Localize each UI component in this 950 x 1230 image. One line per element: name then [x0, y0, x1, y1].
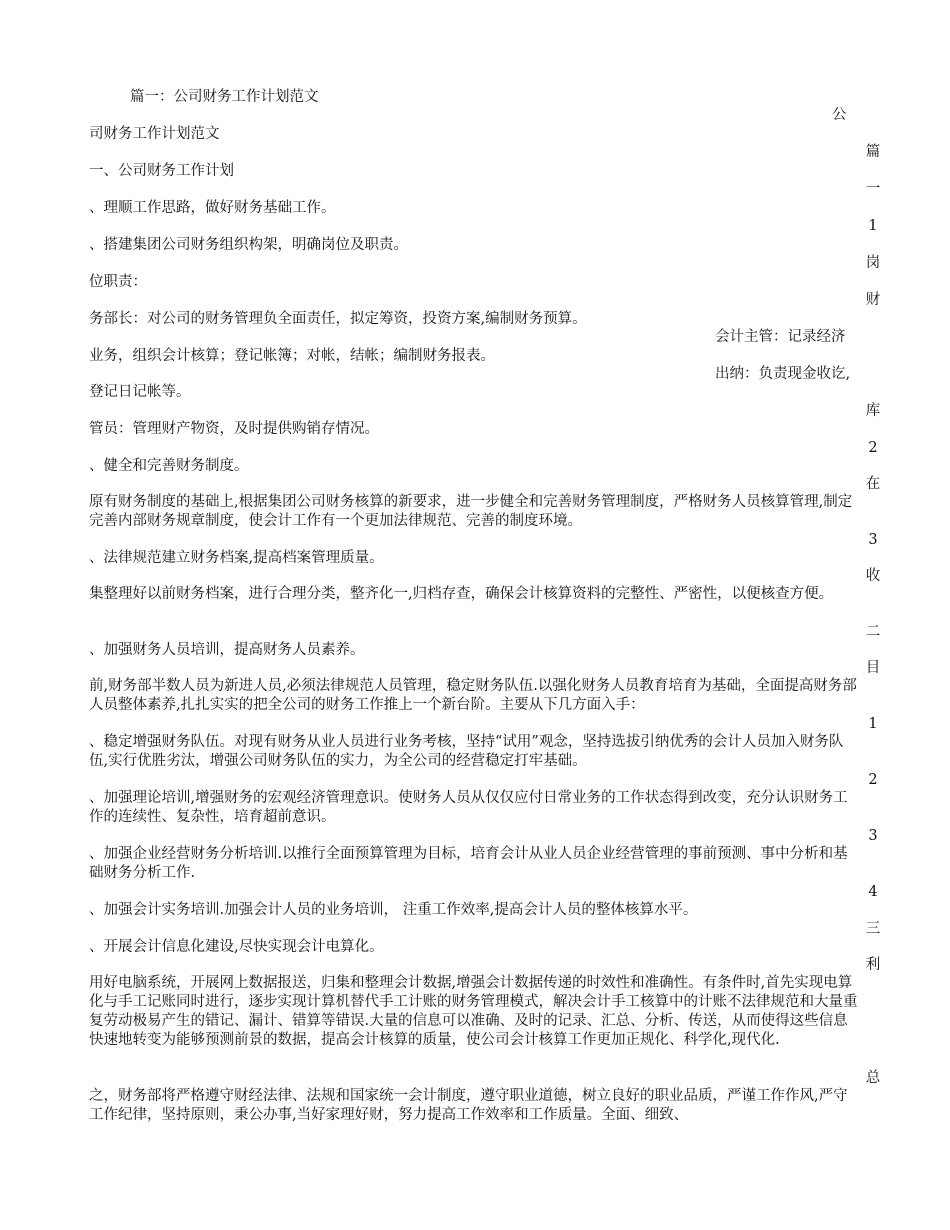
text-line: 、法律规范建立财务档案,提高档案管理质量。 [89, 550, 384, 566]
text-line: 、健全和完善财务制度。 [89, 458, 249, 474]
text-line: 务部长：对公司的财务管理负全面责任，拟定筹资，投资方案,编制财务预算。 [89, 311, 587, 327]
side-column-char: 一 [865, 181, 881, 197]
paragraph: 用好电脑系统，开展网上数据报送，归集和整理会计数据,增强会计数据传递的时效性和准确性。有条件时,首先实现电算化与手工记账同时进行，逐步实现计算机替代手工计账的财务管理模式，解决会计手工核算中的计账不法律规范和大量重复劳动极易产生的错记、漏计、错算等错误.大量的信息可以准确、及时的记录、汇总、分析、传送，从而使得这些信息快速地转变为能够预测前景的数据，提高会计核算的质量，使公司会计核算工作更加正规化、科学化,现代化. [89, 975, 858, 1048]
text-line: 、理顺工作思路，做好财务基础工作。 [89, 200, 336, 216]
side-top-char: 公 [832, 107, 847, 123]
text-line: 司财务工作计划范文 [89, 126, 220, 142]
side-column-char: 2 [868, 772, 878, 788]
side-column-char: 财 [865, 292, 881, 308]
paragraph: 前,财务部半数人员为新进人员,必须法律规范人员管理，稳定财务队伍.以强化财务人员教育培育为基础，全面提高财务部人员整体素养,扎扎实实的把全公司的财务工作推上一个新台阶。主要从下几方面入手： [89, 678, 857, 713]
side-column-char: 3 [868, 828, 878, 844]
paragraph: 、加强企业经营财务分析培训.以推行全面预算管理为目标，培育会计从业人员企业经营管理的事前预测、事中分析和基础财务分析工作. [89, 846, 848, 881]
text-line: 、加强会计实务培训.加强会计人员的业务培训， 注重工作效率,提高会计人员的整体核算水平。 [89, 902, 698, 918]
paragraph: 、稳定增强财务队伍。对现有财务从业人员进行业务考核，坚持“试用”观念，坚持选拔引纳优秀的会计人员加入财务队伍,实行优胜劣汰，增强公司财务队伍的实力，为全公司的经营稳定打牢基础。 [89, 734, 844, 769]
side-column-char: 岗 [865, 255, 881, 271]
paragraph: 、加强理论培训,增强财务的宏观经济管理意识。使财务人员从仅仅应付日常业务的工作状态得到改变，充分认识财务工作的连续性、复杂性，培育超前意识。 [89, 790, 848, 825]
side-column-char: 1 [868, 218, 878, 234]
text-line: 业务，组织会计核算；登记帐簿；对帐，结帐；编制财务报表。 [89, 348, 495, 364]
text-line: 登记日记帐等。 [89, 384, 191, 400]
side-column-char: 库 [865, 403, 881, 419]
text-line: 、加强财务人员培训，提高财务人员素养。 [89, 642, 365, 658]
side-column-char: 篇 [865, 144, 881, 160]
text-line: 管员：管理财产物资，及时提供购销存情况。 [89, 421, 379, 437]
side-column-char: 二 [865, 624, 881, 640]
side-column-char: 4 [868, 884, 878, 900]
text-line: 、开展会计信息化建设,尽快实现会计电算化。 [89, 939, 384, 955]
text-line: 、搭建集团公司财务组织构架，明确岗位及职责。 [89, 237, 408, 253]
section-title: 篇一：公司财务工作计划范文 [130, 89, 319, 105]
side-column-char: 1 [868, 716, 878, 732]
side-column-char: 总 [865, 1070, 881, 1086]
side-column-char: 利 [865, 957, 881, 973]
side-column-char: 三 [865, 921, 881, 937]
side-column-char: 在 [865, 476, 881, 492]
text-line: 位职责： [89, 274, 147, 290]
side-note: 出纳：负责现金收讫, [715, 366, 851, 382]
side-column-char: 目 [865, 660, 881, 676]
side-column-char: 3 [868, 532, 878, 548]
paragraph: 集整理好以前财务档案，进行合理分类，整齐化一,归档存查，确保会计核算资料的完整性、严密性，以便核查方便。 [89, 586, 834, 602]
text-line: 一、公司财务工作计划 [89, 163, 234, 179]
paragraph: 之，财务部将严格遵守财经法律、法规和国家统一会计制度，遵守职业道德，树立良好的职业品质，严谨工作作风,严守工作纪律，坚持原则，秉公办事,当好家理好财，努力提高工作效率和工作质量。全面、细致、 [89, 1088, 848, 1123]
paragraph: 原有财务制度的基础上,根据集团公司财务核算的新要求，进一步健全和完善财务管理制度，严格财务人员核算管理,制定完善内部财务规章制度，使会计工作有一个更加法律规范、完善的制度环境。 [89, 494, 853, 529]
side-note: 会计主管：记录经济 [715, 329, 846, 345]
side-column-char: 2 [868, 440, 878, 456]
side-column-char: 收 [865, 568, 881, 584]
